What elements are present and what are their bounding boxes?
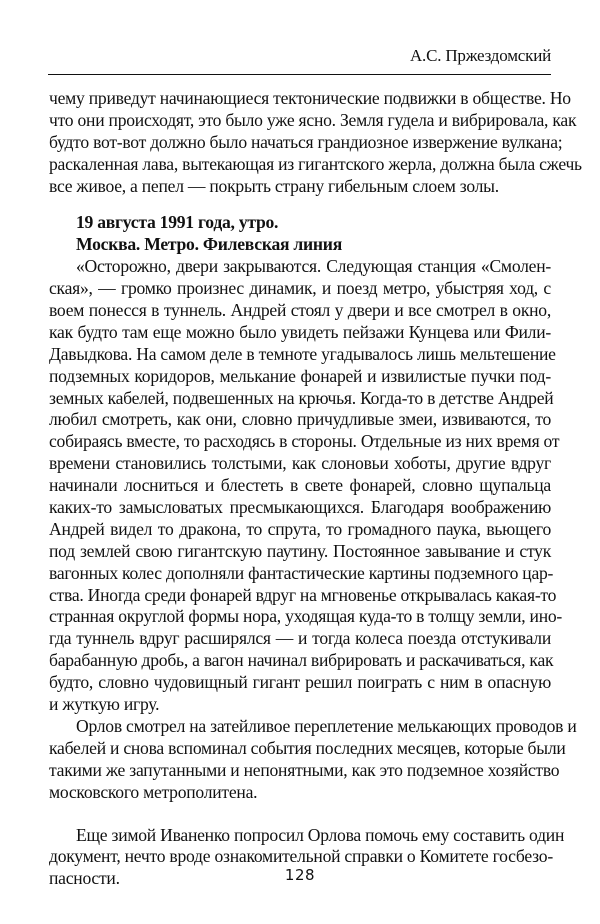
text-line: под землей свою гигантскую паутину. Постоянное завывание и стук bbox=[49, 540, 551, 561]
text-line: Андрей видел то дракона, то спрута, то громадного паука, вьющего bbox=[49, 518, 551, 539]
text-line: начинали лосниться и блестеть в свете фонарей, словно щупальца bbox=[49, 475, 551, 496]
text-line: странная округлой формы нора, уходящая куда-то в толщу земли, ино- bbox=[49, 606, 563, 627]
section-heading-date: 19 августа 1991 года, утро. bbox=[76, 212, 279, 233]
section-heading-place: Москва. Метро. Филевская линия bbox=[76, 234, 342, 255]
text-line: Орлов смотрел на затейливое переплетение мелькающих проводов и bbox=[76, 715, 577, 736]
text-line: что они происходят, это было уже ясно. Земля гудела и вибрировала, как bbox=[49, 109, 577, 130]
header-rule bbox=[48, 74, 551, 75]
page-number: 128 bbox=[284, 866, 316, 884]
page-body bbox=[49, 88, 582, 890]
text-line: кабелей и снова вспоминал события последних месяцев, которые были bbox=[49, 737, 566, 758]
paragraph-orlov bbox=[49, 715, 577, 804]
text-line: как будто там еще можно было увидеть пейзажи Кунцева или Фили- bbox=[49, 321, 551, 342]
text-line: ская», — громко произнес динамик, и поезд метро, убыстряя ход, с bbox=[49, 278, 551, 299]
text-line: документ, нечто вроде ознакомительной справки о Комитете госбезо- bbox=[49, 846, 553, 867]
text-line: земных кабелей, подвешенных на крючья. Когда-то в детстве Андрей bbox=[49, 387, 554, 408]
text-line: гда туннель вдруг расширялся — и тогда колеса поезда отстукивали bbox=[49, 628, 551, 649]
text-line: Еще зимой Иваненко попросил Орлова помочь ему составить один bbox=[76, 824, 565, 845]
text-line: каких-то замысловатых пресмыкающихся. Благодаря воображению bbox=[49, 497, 551, 518]
text-line: подземных коридоров, мелькание фонарей и извилистые пучки под- bbox=[49, 365, 551, 386]
text-line: барабанную дробь, а вагон начинал вибрировать и раскачиваться, как bbox=[49, 650, 554, 671]
text-line: пасности. bbox=[49, 868, 120, 889]
text-line: будто вот-вот должно было начаться грандиозное извержение вулкана; bbox=[49, 131, 563, 152]
text-line: московского метрополитена. bbox=[49, 781, 258, 802]
running-head-author: А.С. Пржездомский bbox=[409, 46, 551, 65]
text-line: ства. Иногда среди фонарей вдруг на мгновенье открывалась какая-то bbox=[49, 584, 557, 605]
text-line: чему приведут начинающиеся тектонические подвижки в обществе. Но bbox=[49, 88, 571, 108]
text-line: вагонных колес дополняли фантастические картины подземного цар- bbox=[49, 562, 554, 583]
text-line: любил смотреть, как они, словно причудливые змеи, извиваются, то bbox=[49, 409, 551, 430]
paragraph-continuation bbox=[49, 88, 582, 197]
text-line: такими же запутанными и непонятными, как это подземное хозяйство bbox=[49, 759, 560, 780]
section-heading bbox=[49, 212, 551, 256]
paragraph-metro bbox=[49, 256, 563, 716]
text-line: времени становились толстыми, как слоновьи хоботы, другие вдруг bbox=[49, 453, 551, 474]
spacer bbox=[49, 197, 551, 212]
text-line: будто, словно чудовищный гигант решил поиграть с ним в опасную bbox=[49, 672, 551, 693]
text-line: все живое, а пепел — покрыть страну гибельным слоем золы. bbox=[49, 175, 499, 196]
text-line: раскаленная лава, вытекающая из гигантского жерла, должна была сжечь bbox=[49, 153, 582, 174]
text-line: и жуткую игру. bbox=[49, 694, 160, 715]
text-line: Давыдкова. На самом деле в темноте угадывалось лишь мельтешение bbox=[49, 343, 556, 364]
text-line: воем понесся в туннель. Андрей стоял у двери и все смотрел в окно, bbox=[49, 300, 551, 321]
text-line: собираясь вместе, то расходясь в стороны. Отдельные из них время от bbox=[49, 431, 560, 452]
spacer bbox=[49, 804, 551, 825]
text-line: «Осторожно, двери закрываются. Следующая станция «Смолен- bbox=[76, 256, 551, 277]
